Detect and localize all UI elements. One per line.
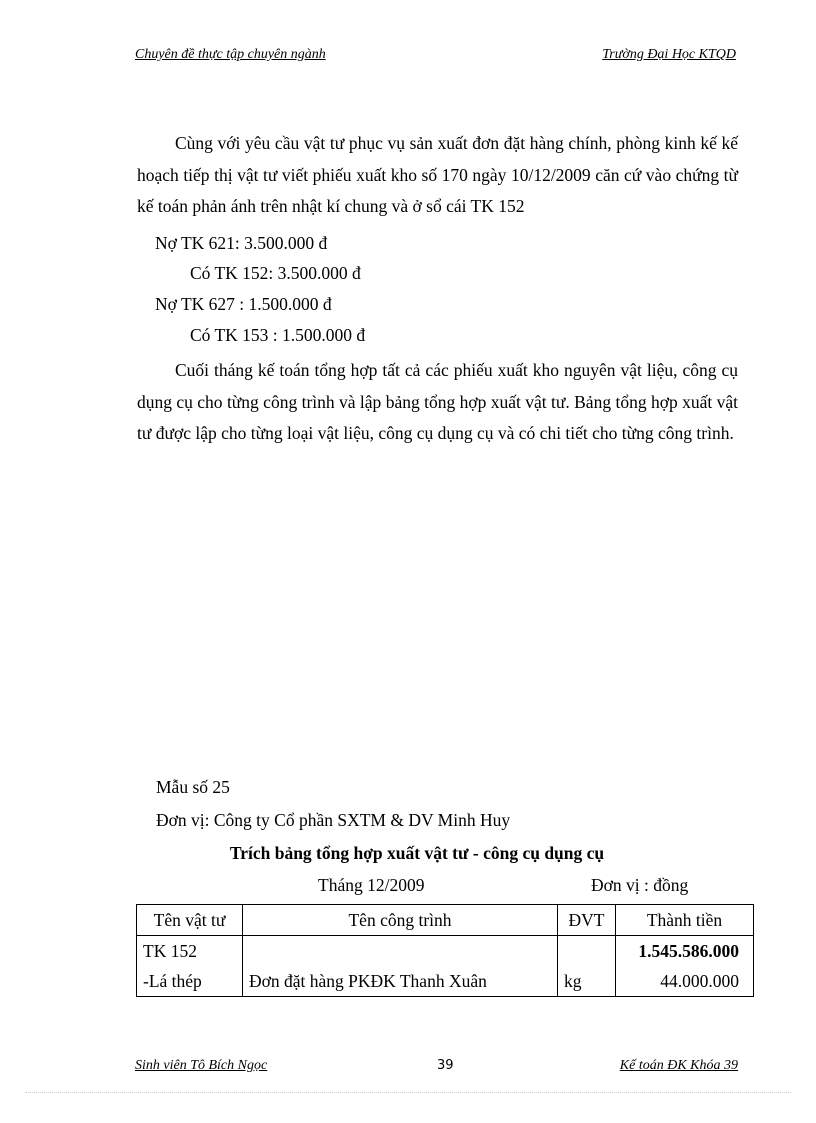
paragraph-2-text: Cuối tháng kế toán tổng hợp tất cả các phiếu xuất kho nguyên vật liệu, công cụ dụng cụ cho từng công trình và lập bảng tổng hợp xuất vật tư. Bảng tổng hợp xuất vật tư được lập cho từng loại vật liệu, công cụ dụng cụ và có chi tiết cho từng công trình. [137,360,738,443]
header-project: Tên công trình [243,905,558,936]
page-bottom-border [25,1092,791,1093]
footer-left: Sinh viên Tô Bích Ngọc [135,1058,268,1073]
table-header-row [137,905,754,936]
form-currency: Đơn vị : đồng [591,875,689,895]
table-title: Trích bảng tổng hợp xuất vật tư - công cụ dụng cụ [229,843,605,863]
entry-debit-627: Nợ TK 627 : 1.500.000 đ [155,294,332,314]
paragraph-1 [137,128,738,223]
entry-credit-152: Có TK 152: 3.500.000 đ [190,263,361,283]
page-number: 39 [437,1058,454,1073]
cell-project: Đơn đặt hàng PKĐK Thanh Xuân [243,966,558,997]
cell-amount: 44.000.000 [616,966,754,997]
form-month: Tháng 12/2009 [318,875,425,895]
table-row [137,936,754,967]
header-material: Tên vật tư [137,905,243,936]
cell-amount: 1.545.586.000 [616,936,754,967]
header-right: Trường Đại Học KTQD [602,47,736,62]
footer-right: Kế toán ĐK Khóa 39 [619,1058,738,1073]
header-left: Chuyên đề thực tập chuyên ngành [135,47,326,62]
cell-unit: kg [558,966,616,997]
cell-material: TK 152 [137,936,243,967]
cell-project [243,936,558,967]
header-unit: ĐVT [558,905,616,936]
summary-table [136,904,754,997]
table-row [137,966,754,997]
entry-credit-153: Có TK 153 : 1.500.000 đ [190,325,366,345]
form-unit: Đơn vị: Công ty Cổ phần SXTM & DV Minh Huy [156,810,511,830]
paragraph-1-text: Cùng với yêu cầu vật tư phục vụ sản xuất đơn đặt hàng chính, phòng kinh kế kế hoạch tiếp thị vật tư viết phiếu xuất kho số 170 ngày 10/12/2009 căn cứ vào chứng từ kế toán phản ánh trên nhật kí chung và ở sổ cái TK 152 [137,133,738,216]
paragraph-2 [137,355,738,450]
cell-material: -Lá thép [137,966,243,997]
header-amount: Thành tiền [616,905,754,936]
cell-unit [558,936,616,967]
form-number: Mẫu số 25 [156,777,230,797]
entry-debit-621: Nợ TK 621: 3.500.000 đ [155,233,328,253]
